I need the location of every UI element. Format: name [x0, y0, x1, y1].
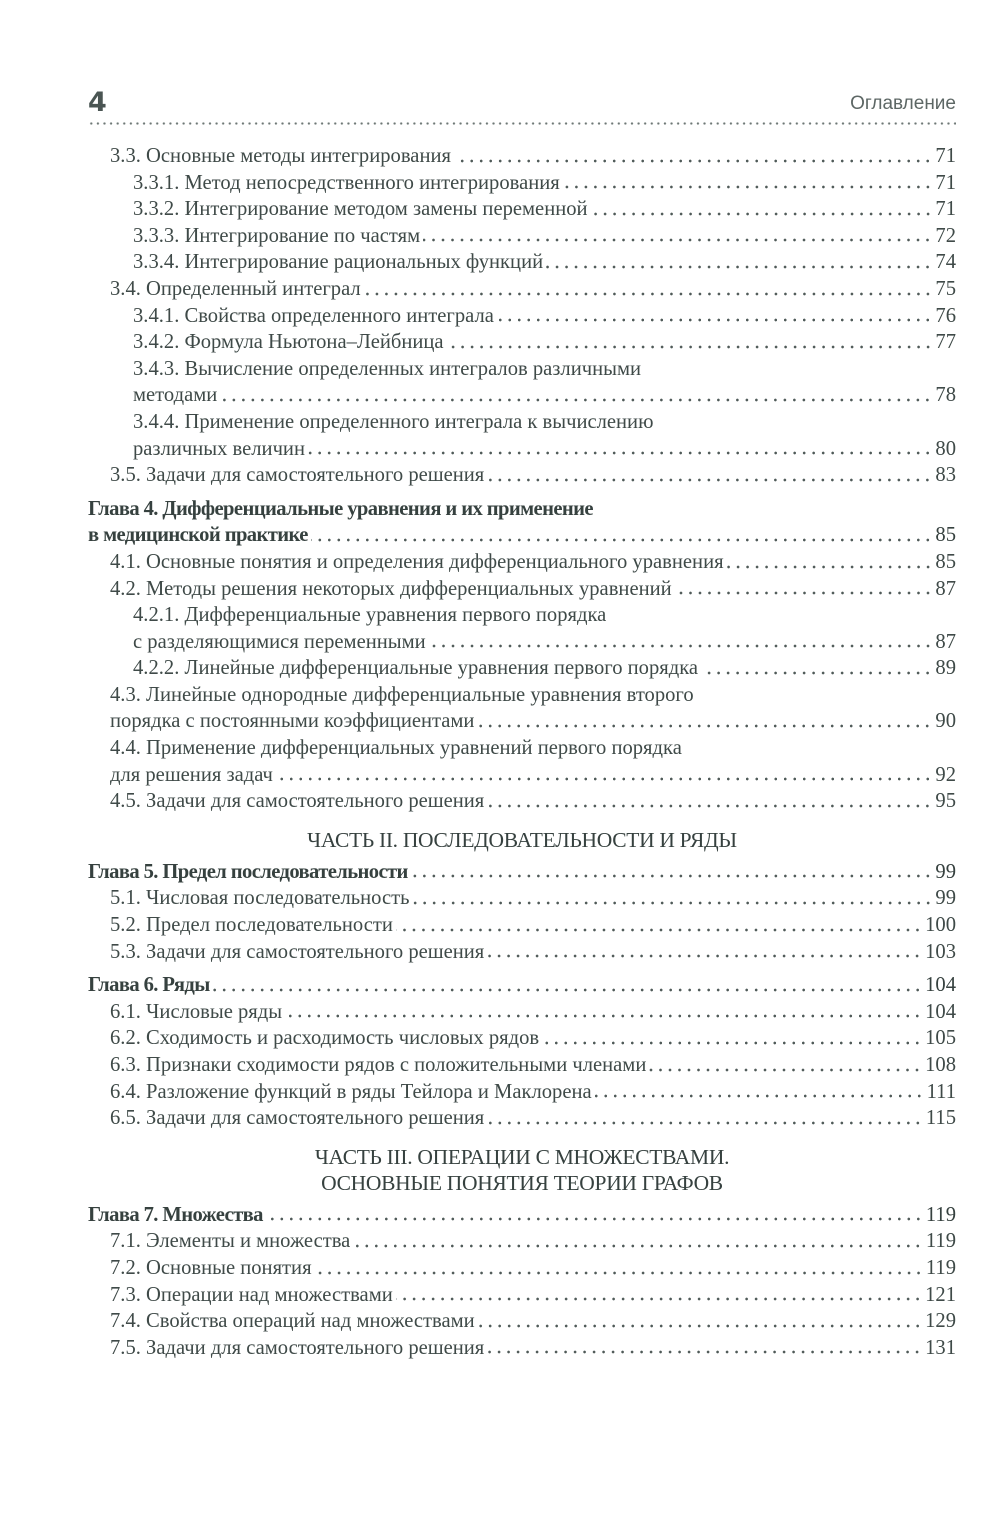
dot-leader: [487, 953, 922, 959]
toc-entry-title: 7.4. Свойства операций над множествами: [110, 1310, 475, 1333]
dot-leader: [477, 723, 932, 729]
toc-entry-page: 78: [935, 384, 956, 407]
toc-entry-page: 74: [935, 251, 956, 274]
toc-entry-title: 7.1. Элементы и множества: [110, 1230, 351, 1253]
toc-entry-title: 7.5. Задачи для самостоятельного решения: [110, 1336, 485, 1359]
toc-entry-title: 4.2.2. Линейные дифференциальные уравнения первого порядка: [133, 657, 699, 680]
toc-entry-title-line1: 4.4. Применение дифференциальных уравнений первого порядка: [110, 737, 682, 760]
toc-entry[interactable]: [88, 1228, 956, 1255]
toc-entry-page: 99: [935, 887, 956, 910]
toc-entry[interactable]: [88, 1025, 956, 1052]
dot-leader: [311, 537, 933, 543]
toc-entry-title: 5.1. Числовая последовательность: [110, 887, 410, 910]
toc-chapter-4[interactable]: [88, 496, 956, 549]
dot-leader: [675, 590, 933, 596]
part-3-title-line2: ОСНОВНЫЕ ПОНЯТИЯ ТЕОРИИ ГРАФОВ: [321, 1170, 723, 1195]
toc-entry[interactable]: [88, 1335, 956, 1362]
toc-entry[interactable]: [88, 249, 956, 276]
dot-leader: [591, 211, 933, 217]
toc-entry[interactable]: [88, 1105, 956, 1132]
dot-leader: [447, 344, 933, 350]
dot-leader: [411, 873, 933, 879]
toc-entry[interactable]: [88, 196, 956, 223]
toc-entry-page: 129: [925, 1310, 956, 1333]
dot-leader: [497, 317, 933, 323]
toc-entry-page: 121: [925, 1283, 956, 1306]
toc-entry[interactable]: [88, 655, 956, 682]
toc-entry-page: 87: [935, 577, 956, 600]
chapter-title: Глава 7. Множества: [88, 1203, 263, 1226]
toc-entry[interactable]: [88, 356, 956, 409]
toc-entry[interactable]: [88, 999, 956, 1026]
dot-leader: [487, 803, 932, 809]
dot-leader: [542, 1040, 922, 1046]
toc-entry[interactable]: [88, 303, 956, 330]
toc-entry-title: 6.3. Признаки сходимости рядов с положительными членами: [110, 1054, 647, 1076]
toc-entry-title: 4.5. Задачи для самостоятельного решения: [110, 790, 485, 813]
toc-entry-page: 71: [935, 145, 956, 167]
toc-entry-title: 3.4.2. Формула Ньютона–Лейбница: [133, 331, 444, 354]
dot-leader: [285, 1013, 922, 1019]
toc-entry-title: 7.3. Операции над множествами: [110, 1283, 393, 1306]
dot-leader: [396, 1296, 922, 1302]
dot-leader: [478, 1323, 922, 1329]
toc-entry-page: 80: [935, 437, 956, 460]
dot-leader: [487, 1349, 922, 1355]
toc-entry-title: 3.3. Основные методы интегрирования: [110, 145, 451, 167]
toc-entry[interactable]: [88, 409, 956, 462]
dot-leader: [454, 158, 932, 164]
toc-entry-page: 115: [925, 1107, 956, 1130]
toc-entry-page: 95: [935, 790, 956, 813]
toc-entry-page: 111: [926, 1080, 956, 1103]
toc-entry[interactable]: [88, 462, 956, 489]
chapter-title-line2: в медицинской практике: [88, 524, 308, 547]
chapter-title: Глава 5. Предел последовательности: [88, 860, 408, 883]
toc-entry-title: 6.2. Сходимость и расходимость числовых рядов: [110, 1027, 540, 1050]
toc-entry-title: 6.1. Числовые ряды: [110, 1000, 283, 1023]
dot-leader: [487, 1120, 923, 1126]
page-number: 4: [88, 87, 107, 118]
dot-leader: [396, 927, 922, 933]
toc-entry-page: 119: [925, 1230, 956, 1253]
toc-chapter-6[interactable]: [88, 972, 956, 999]
dot-leader: [649, 1067, 922, 1073]
toc-entry[interactable]: [88, 1079, 956, 1106]
chapter-page: 85: [935, 524, 956, 547]
toc-entry-title-line2: методами: [133, 384, 218, 407]
dot-leader: [213, 987, 922, 993]
toc-entry[interactable]: [88, 576, 956, 603]
toc-entry-title-line2: с разделяющимися переменными: [133, 630, 426, 653]
toc-chapter-5[interactable]: [88, 859, 956, 886]
dot-leader: [701, 670, 932, 676]
toc-entry-page: 76: [935, 304, 956, 327]
toc-entry[interactable]: [88, 602, 956, 655]
toc-entry-page: 85: [935, 550, 956, 573]
toc-entry-title: 3.3.1. Метод непосредственного интегрирования: [133, 171, 560, 194]
toc-entry[interactable]: [88, 170, 956, 197]
toc-entry-title-line1: 3.4.4. Применение определенного интеграла к вычислению: [133, 410, 654, 433]
toc-entry[interactable]: [88, 939, 956, 966]
toc-entry-title: 5.2. Предел последовательности: [110, 914, 393, 937]
toc-entry[interactable]: [88, 735, 956, 788]
toc-entry[interactable]: [88, 885, 956, 912]
dot-leader: [429, 643, 933, 649]
toc-entry[interactable]: [88, 1308, 956, 1335]
toc-entry[interactable]: [88, 1052, 956, 1079]
dot-leader: [353, 1243, 923, 1249]
toc-entry-page: 72: [935, 224, 956, 247]
dot-leader: [315, 1270, 923, 1276]
toc-entry-page: 87: [935, 630, 956, 653]
running-title: Оглавление: [850, 93, 956, 114]
toc-entry[interactable]: [88, 912, 956, 939]
toc-entry-page: 108: [925, 1054, 956, 1076]
dot-leader: [364, 291, 933, 297]
toc-page: [88, 84, 956, 1361]
dot-leader: [563, 184, 933, 190]
toc-entry-title: 3.4.1. Свойства определенного интеграла: [133, 304, 494, 327]
toc-entry-title: 3.4. Определенный интеграл: [110, 277, 361, 300]
toc-entry-title: 4.1. Основные понятия и определения дифференциального уравнения: [110, 550, 724, 573]
toc-entry-page: 75: [935, 277, 956, 300]
toc-entry-page: 103: [925, 940, 956, 963]
toc-entry-title-line1: 4.2.1. Дифференциальные уравнения первого порядка: [133, 604, 607, 627]
toc-entry-title: 3.3.4. Интегрирование рациональных функций: [133, 251, 544, 274]
toc-entry[interactable]: [88, 682, 956, 735]
part-3-heading[interactable]: [88, 1144, 956, 1196]
toc-entry[interactable]: [88, 329, 956, 356]
toc-entry-page: 71: [935, 198, 956, 221]
toc-entry-page: 104: [925, 1000, 956, 1023]
toc-entry-title-line1: 3.4.3. Вычисление определенных интегралов различными: [133, 357, 641, 380]
toc-entry-title-line1: 4.3. Линейные однородные дифференциальные уравнения второго: [110, 683, 694, 706]
chapter-page: 104: [925, 974, 956, 997]
dot-leader: [266, 1216, 923, 1222]
toc-entry[interactable]: [88, 788, 956, 815]
header-dotted-rule: [88, 122, 956, 125]
toc-entry-title-line2: порядка с постоянными коэффициентами: [110, 710, 475, 733]
toc-entry[interactable]: [88, 1255, 956, 1282]
toc-entry-page: 90: [935, 710, 956, 733]
dot-leader: [595, 1093, 924, 1099]
toc-entry-page: 105: [925, 1027, 956, 1050]
toc-entry-page: 131: [925, 1336, 956, 1359]
toc-entry-title: 3.5. Задачи для самостоятельного решения: [110, 464, 485, 487]
chapter-title-line1: Глава 4. Дифференциальные уравнения и их применение: [88, 497, 593, 520]
dot-leader: [487, 477, 932, 483]
dot-leader: [276, 776, 933, 782]
toc-entry-title: 4.2. Методы решения некоторых дифференциальных уравнений: [110, 577, 672, 600]
toc-entry-page: 100: [925, 914, 956, 937]
toc-entry[interactable]: [88, 223, 956, 250]
chapter-page: 99: [935, 860, 956, 883]
toc-entry-title: 7.2. Основные понятия: [110, 1256, 312, 1279]
chapter-title: Глава 6. Ряды: [88, 974, 210, 997]
dot-leader: [308, 450, 932, 456]
dot-leader: [413, 900, 933, 906]
toc-entry-title: 5.3. Задачи для самостоятельного решения: [110, 940, 485, 963]
toc-entry-title: 3.3.2. Интегрирование методом замены переменной: [133, 198, 588, 221]
toc-chapter-7[interactable]: [88, 1202, 956, 1229]
toc-entry-page: 92: [935, 763, 956, 786]
toc-entry-title-line2: различных величин: [133, 437, 305, 460]
dot-leader: [546, 264, 932, 270]
table-of-contents: [88, 143, 956, 1361]
toc-entry[interactable]: [88, 549, 956, 576]
part-2-heading[interactable]: ЧАСТЬ II. ПОСЛЕДОВАТЕЛЬНОСТИ И РЯДЫ: [307, 827, 737, 852]
dot-leader: [727, 564, 933, 570]
dot-leader: [423, 237, 932, 243]
toc-entry[interactable]: [88, 1282, 956, 1309]
toc-entry-title: 6.4. Разложение функций в ряды Тейлора и Маклорена: [110, 1080, 592, 1103]
toc-entry-title: 3.3.3. Интегрирование по частям: [133, 224, 421, 247]
toc-entry-page: 77: [935, 331, 956, 354]
running-head: [88, 84, 956, 116]
dot-leader: [220, 397, 932, 403]
toc-entry-title: 6.5. Задачи для самостоятельного решения: [110, 1107, 485, 1130]
toc-entry[interactable]: [88, 276, 956, 303]
part-3-title-line1: ЧАСТЬ III. ОПЕРАЦИИ С МНОЖЕСТВАМИ.: [314, 1144, 730, 1169]
toc-entry-page: 89: [935, 657, 956, 680]
toc-entry-page: 119: [925, 1256, 956, 1279]
toc-entry-page: 83: [935, 464, 956, 487]
toc-entry[interactable]: [88, 143, 956, 170]
toc-entry-page: 71: [935, 171, 956, 194]
chapter-page: 119: [925, 1203, 956, 1226]
toc-entry-title-line2: для решения задач: [110, 763, 273, 786]
